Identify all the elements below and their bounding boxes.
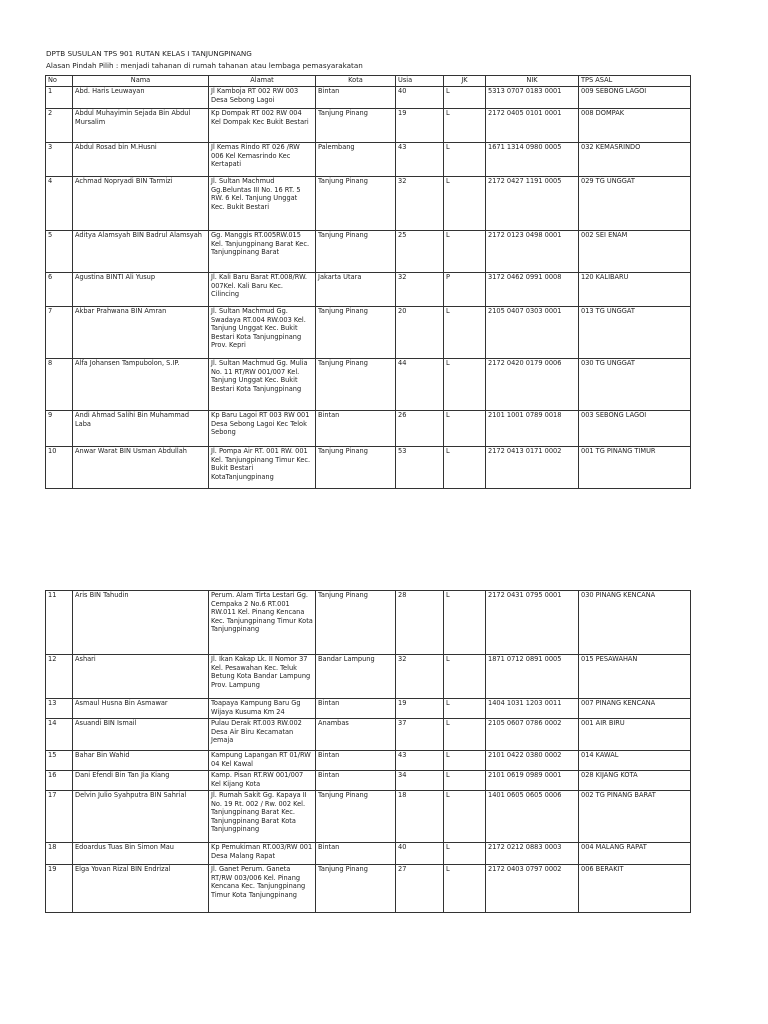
cell-jk: L	[444, 751, 486, 771]
cell-alamat: Jl. Sultan Machmud Gg. Swadaya RT.004 RW.003 Kel. Tanjung Unggat Kec. Bukit Bestari Kota Tanjungpinang Prov. Kepri	[209, 307, 316, 359]
cell-jk: L	[444, 143, 486, 177]
table-row	[46, 655, 691, 699]
cell-no: 10	[46, 447, 73, 489]
cell-tps: 002 SEI ENAM	[579, 231, 691, 273]
voter-table-part-1	[45, 75, 691, 489]
cell-no: 13	[46, 699, 73, 719]
cell-tps: 029 TG UNGGAT	[579, 177, 691, 231]
cell-usia: 43	[396, 751, 444, 771]
cell-kota: Tanjung Pinang	[316, 791, 396, 843]
cell-tps: 001 AIR BIRU	[579, 719, 691, 751]
cell-nik: 2101 0619 0989 0001	[486, 771, 579, 791]
cell-tps: 120 KALIBARU	[579, 273, 691, 307]
cell-usia: 34	[396, 771, 444, 791]
cell-usia: 28	[396, 591, 444, 655]
document-subtitle: Alasan Pindah Pilih : menjadi tahanan di rumah tahanan atau lembaga pemasyarakatan	[46, 61, 363, 70]
cell-usia: 37	[396, 719, 444, 751]
cell-alamat: Perum. Alam Tirta Lestari Gg. Cempaka 2 No.6 RT.001 RW.011 Kel. Pinang Kencana Kec. Tanjungpinang Timur Kota Tanjungpinang	[209, 591, 316, 655]
cell-no: 4	[46, 177, 73, 231]
cell-usia: 32	[396, 177, 444, 231]
cell-tps: 001 TG PINANG TIMUR	[579, 447, 691, 489]
cell-kota: Tanjung Pinang	[316, 447, 396, 489]
voter-table-part-2	[45, 590, 691, 913]
cell-jk: L	[444, 359, 486, 411]
cell-nik: 1401 0605 0605 0006	[486, 791, 579, 843]
table-row	[46, 591, 691, 655]
cell-nik: 2101 0422 0380 0002	[486, 751, 579, 771]
cell-usia: 53	[396, 447, 444, 489]
cell-nama: Abdul Muhayimin Sejada Bin Abdul Mursalim	[73, 109, 209, 143]
cell-kota: Bintan	[316, 751, 396, 771]
cell-usia: 19	[396, 699, 444, 719]
cell-nik: 2172 0427 1191 0005	[486, 177, 579, 231]
cell-nik: 1671 1314 0980 0005	[486, 143, 579, 177]
cell-nik: 2172 0420 0179 0006	[486, 359, 579, 411]
cell-nik: 2105 0407 0303 0001	[486, 307, 579, 359]
cell-kota: Bintan	[316, 771, 396, 791]
cell-tps: 015 PESAWAHAN	[579, 655, 691, 699]
cell-nama: Alfa Johansen Tampubolon, S.IP.	[73, 359, 209, 411]
cell-alamat: Jl. Pompa Air RT. 001 RW. 001 Kel. Tanjungpinang Timur Kec. Bukit Bestari KotaTanjungpinang	[209, 447, 316, 489]
cell-alamat: Kamp. Pisan RT.RW 001/007 Kel Kijang Kota	[209, 771, 316, 791]
cell-nik: 2105 0607 0786 0002	[486, 719, 579, 751]
header-nik: NIK	[486, 76, 579, 87]
cell-nama: Bahar Bin Wahid	[73, 751, 209, 771]
cell-no: 15	[46, 751, 73, 771]
cell-no: 17	[46, 791, 73, 843]
cell-jk: L	[444, 231, 486, 273]
cell-nama: Delvin Julio Syahputra BIN Sahrial	[73, 791, 209, 843]
table-row	[46, 791, 691, 843]
cell-no: 2	[46, 109, 73, 143]
cell-kota: Tanjung Pinang	[316, 231, 396, 273]
cell-nama: Achmad Nopryadi BIN Tarmizi	[73, 177, 209, 231]
cell-jk: L	[444, 719, 486, 751]
table-row	[46, 751, 691, 771]
header-usia: Usia	[396, 76, 444, 87]
cell-kota: Bandar Lampung	[316, 655, 396, 699]
cell-kota: Tanjung Pinang	[316, 865, 396, 913]
cell-tps: 032 KEMASRINDO	[579, 143, 691, 177]
cell-no: 14	[46, 719, 73, 751]
cell-tps: 030 TG UNGGAT	[579, 359, 691, 411]
cell-usia: 44	[396, 359, 444, 411]
cell-nik: 2172 0405 0101 0001	[486, 109, 579, 143]
cell-nama: Anwar Warat BIN Usman Abdullah	[73, 447, 209, 489]
cell-kota: Bintan	[316, 411, 396, 447]
cell-jk: L	[444, 87, 486, 109]
cell-no: 16	[46, 771, 73, 791]
cell-kota: Bintan	[316, 843, 396, 865]
cell-no: 9	[46, 411, 73, 447]
cell-tps: 028 KIJANG KOTA	[579, 771, 691, 791]
cell-no: 3	[46, 143, 73, 177]
cell-kota: Tanjung Pinang	[316, 109, 396, 143]
table-row	[46, 699, 691, 719]
cell-jk: L	[444, 865, 486, 913]
cell-nama: Abdul Rosad bin M.Husni	[73, 143, 209, 177]
cell-jk: P	[444, 273, 486, 307]
cell-nama: Asuandi BIN Ismail	[73, 719, 209, 751]
cell-alamat: Jl. Ganet Perum. Ganeta RT/RW 003/006 Kel. Pinang Kencana Kec. Tanjungpinang Timur Kota Tanjungpinang	[209, 865, 316, 913]
cell-no: 6	[46, 273, 73, 307]
cell-usia: 20	[396, 307, 444, 359]
cell-tps: 008 DOMPAK	[579, 109, 691, 143]
cell-kota: Bintan	[316, 699, 396, 719]
cell-usia: 25	[396, 231, 444, 273]
cell-nik: 2172 0403 0797 0002	[486, 865, 579, 913]
cell-jk: L	[444, 655, 486, 699]
cell-jk: L	[444, 109, 486, 143]
cell-alamat: Jl. Ikan Kakap Lk. II Nomor 37 Kel. Pesawahan Kec. Teluk Betung Kota Bandar Lampung Prov. Lampung	[209, 655, 316, 699]
cell-tps: 002 TG PINANG BARAT	[579, 791, 691, 843]
cell-alamat: Gg. Manggis RT.005RW.015 Kel. Tanjungpinang Barat Kec. Tanjungpinang Barat	[209, 231, 316, 273]
cell-jk: L	[444, 591, 486, 655]
cell-alamat: Kp Dompak RT 002 RW 004 Kel Dompak Kec Bukit Bestari	[209, 109, 316, 143]
cell-jk: L	[444, 699, 486, 719]
cell-nama: Aris BIN Tahudin	[73, 591, 209, 655]
table-row	[46, 411, 691, 447]
cell-jk: L	[444, 843, 486, 865]
cell-nik: 2172 0413 0171 0002	[486, 447, 579, 489]
cell-tps: 006 BERAKIT	[579, 865, 691, 913]
cell-tps: 007 PINANG KENCANA	[579, 699, 691, 719]
cell-no: 8	[46, 359, 73, 411]
cell-usia: 32	[396, 273, 444, 307]
cell-alamat: Pulau Derak RT.003 RW.002 Desa Air Biru Kecamatan Jemaja	[209, 719, 316, 751]
cell-nik: 5313 0707 0183 0001	[486, 87, 579, 109]
table-row	[46, 231, 691, 273]
cell-nama: Aditya Alamsyah BIN Badrul Alamsyah	[73, 231, 209, 273]
cell-nik: 1871 0712 0891 0005	[486, 655, 579, 699]
cell-kota: Tanjung Pinang	[316, 591, 396, 655]
cell-nik: 1404 1031 1203 0011	[486, 699, 579, 719]
cell-no: 11	[46, 591, 73, 655]
header-tps-asal: TPS ASAL	[579, 76, 691, 87]
cell-alamat: Toapaya Kampung Baru Gg Wijaya Kusuma Km 24	[209, 699, 316, 719]
cell-nik: 2172 0123 0498 0001	[486, 231, 579, 273]
cell-nama: Akbar Prahwana BIN Amran	[73, 307, 209, 359]
cell-alamat: Jl. Kali Baru Barat RT.008/RW. 007Kel. Kali Baru Kec. Cilincing	[209, 273, 316, 307]
header-kota: Kota	[316, 76, 396, 87]
header-no: No	[46, 76, 73, 87]
cell-tps: 013 TG UNGGAT	[579, 307, 691, 359]
cell-alamat: Jl. Sultan Machmud Gg.Beluntas III No. 16 RT. 5 RW. 6 Kel. Tanjung Unggat Kec. Bukit Bestari	[209, 177, 316, 231]
table-row	[46, 109, 691, 143]
cell-kota: Anambas	[316, 719, 396, 751]
cell-tps: 004 MALANG RAPAT	[579, 843, 691, 865]
table-row	[46, 843, 691, 865]
table-row	[46, 719, 691, 751]
cell-no: 7	[46, 307, 73, 359]
cell-nik: 2172 0431 0795 0001	[486, 591, 579, 655]
cell-usia: 19	[396, 109, 444, 143]
cell-nama: Edoardus Tuas Bin Simon Mau	[73, 843, 209, 865]
table-row	[46, 307, 691, 359]
cell-no: 19	[46, 865, 73, 913]
table-row	[46, 177, 691, 231]
table-row	[46, 771, 691, 791]
cell-alamat: Kp Baru Lagoi RT 003 RW 001 Desa Sebong Lagoi Kec Telok Sebong	[209, 411, 316, 447]
cell-nik: 2101 1001 0789 0018	[486, 411, 579, 447]
cell-no: 12	[46, 655, 73, 699]
table-row	[46, 447, 691, 489]
cell-no: 18	[46, 843, 73, 865]
table-row	[46, 359, 691, 411]
table-header-row	[46, 76, 691, 87]
table-row	[46, 87, 691, 109]
document-title: DPTB SUSULAN TPS 901 RUTAN KELAS I TANJUNGPINANG	[46, 49, 252, 58]
cell-nik: 3172 0462 0991 0008	[486, 273, 579, 307]
cell-tps: 003 SEBONG LAGOI	[579, 411, 691, 447]
cell-nama: Ashari	[73, 655, 209, 699]
cell-nama: Andi Ahmad Salihi Bin Muhammad Laba	[73, 411, 209, 447]
header-alamat: Alamat	[209, 76, 316, 87]
cell-usia: 26	[396, 411, 444, 447]
cell-kota: Bintan	[316, 87, 396, 109]
cell-usia: 40	[396, 843, 444, 865]
header-jk: JK	[444, 76, 486, 87]
cell-usia: 18	[396, 791, 444, 843]
cell-nama: Agustina BINTI Ali Yusup	[73, 273, 209, 307]
table-row	[46, 865, 691, 913]
cell-tps: 030 PINANG KENCANA	[579, 591, 691, 655]
cell-no: 1	[46, 87, 73, 109]
cell-jk: L	[444, 791, 486, 843]
header-nama: Nama	[73, 76, 209, 87]
cell-alamat: Kampung Lapangan RT 01/RW 04 Kel Kawal	[209, 751, 316, 771]
cell-kota: Palembang	[316, 143, 396, 177]
cell-alamat: Jl Kemas Rindo RT 026 /RW 006 Kel Kemasrindo Kec Kertapati	[209, 143, 316, 177]
cell-usia: 27	[396, 865, 444, 913]
cell-kota: Tanjung Pinang	[316, 307, 396, 359]
cell-jk: L	[444, 411, 486, 447]
cell-no: 5	[46, 231, 73, 273]
cell-usia: 40	[396, 87, 444, 109]
cell-jk: L	[444, 447, 486, 489]
cell-kota: Jakarta Utara	[316, 273, 396, 307]
cell-nama: Abd. Haris Leuwayan	[73, 87, 209, 109]
cell-alamat: Jl. Sultan Machmud Gg. Mulia No. 11 RT/RW 001/007 Kel. Tanjung Unggat Kec. Bukit Bestari Kota Tanjungpinang	[209, 359, 316, 411]
cell-tps: 014 KAWAL	[579, 751, 691, 771]
table-row	[46, 273, 691, 307]
cell-kota: Tanjung Pinang	[316, 359, 396, 411]
cell-nama: Elga Yovan Rizal BIN Endrizal	[73, 865, 209, 913]
cell-tps: 009 SEBONG LAGOI	[579, 87, 691, 109]
cell-alamat: Jl Kamboja RT 002 RW 003 Desa Sebong Lagoi	[209, 87, 316, 109]
table-row	[46, 143, 691, 177]
cell-usia: 32	[396, 655, 444, 699]
cell-jk: L	[444, 177, 486, 231]
cell-jk: L	[444, 307, 486, 359]
cell-usia: 43	[396, 143, 444, 177]
cell-nama: Dani Efendi Bin Tan Jia Kiang	[73, 771, 209, 791]
cell-nik: 2172 0212 0883 0003	[486, 843, 579, 865]
cell-alamat: Kp Pemukiman RT.003/RW 001 Desa Malang Rapat	[209, 843, 316, 865]
cell-alamat: Jl. Rumah Sakit Gg. Kapaya II No. 19 Rt. 002 / Rw. 002 Kel. Tanjungpinang Barat Kec. Tanjungpinang Barat Kota Tanjungpinang	[209, 791, 316, 843]
cell-nama: Asmaul Husna Bin Asmawar	[73, 699, 209, 719]
cell-jk: L	[444, 771, 486, 791]
cell-kota: Tanjung Pinang	[316, 177, 396, 231]
